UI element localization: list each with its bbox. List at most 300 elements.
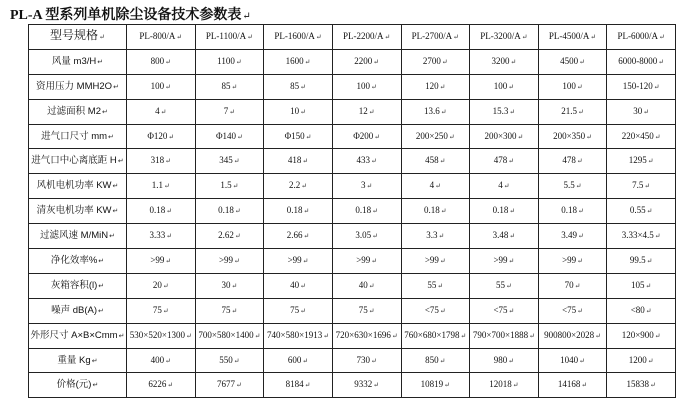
value-cell — [195, 298, 264, 323]
paragraph-mark: ↵ — [373, 381, 380, 390]
spec-table — [28, 24, 676, 398]
paragraph-mark: ↵ — [510, 57, 517, 66]
row-label: 资用压力 MMH2O — [36, 80, 113, 92]
paragraph-mark: ↵ — [575, 182, 582, 191]
paragraph-mark: ↵ — [368, 281, 375, 290]
row-label: 风量 m3/H — [51, 55, 97, 67]
cell-value: <75 — [424, 304, 439, 315]
cell-value: 550 — [219, 354, 233, 365]
title-text: PL-A 型系列单机除尘设备技术参数表 — [10, 8, 242, 23]
value-cell — [607, 149, 676, 174]
paragraph-mark: ↵ — [300, 281, 306, 290]
model-name: PL-1600/A — [274, 30, 315, 41]
paragraph-mark: ↵ — [576, 157, 583, 166]
paragraph-mark: ↵ — [315, 32, 322, 41]
paragraph-mark: ↵ — [372, 207, 378, 216]
cell-value: 220×450 — [621, 130, 654, 141]
cell-value: 100 — [356, 80, 370, 91]
row-label: 噪声 dB(A) — [51, 304, 98, 316]
value-cell — [538, 174, 607, 199]
value-cell — [195, 74, 264, 99]
paragraph-mark: ↵ — [503, 182, 510, 191]
paragraph-mark: ↵ — [118, 332, 125, 340]
value-cell — [401, 74, 470, 99]
paragraph-mark: ↵ — [162, 281, 169, 290]
value-cell — [401, 174, 470, 199]
paragraph-mark: ↵ — [578, 107, 584, 116]
paragraph-mark: ↵ — [166, 232, 173, 241]
cell-value: 200×250 — [415, 130, 448, 141]
paragraph-mark: ↵ — [581, 381, 588, 390]
cell-value: 0.18 — [218, 205, 234, 216]
cell-value: 30 — [633, 105, 643, 116]
paragraph-mark: ↵ — [579, 57, 585, 66]
value-cell — [127, 99, 196, 124]
cell-value: 3.48 — [492, 230, 509, 241]
value-cell — [195, 249, 264, 274]
cell-value: 105 — [631, 279, 645, 290]
cell-value: 21.5 — [561, 105, 577, 116]
cell-value: 433 — [356, 155, 370, 166]
row-label-cell — [29, 74, 127, 99]
paragraph-mark: ↵ — [529, 331, 535, 340]
cell-value: 1.5 — [220, 180, 232, 191]
value-cell — [401, 149, 470, 174]
cell-value: 720×630×1696 — [335, 329, 391, 340]
cell-value: 0.18 — [424, 205, 440, 216]
paragraph-mark: ↵ — [98, 307, 104, 315]
cell-value: >99 — [356, 254, 371, 265]
table-row — [29, 99, 676, 124]
value-cell — [607, 249, 676, 274]
value-cell — [538, 99, 607, 124]
model-name: PL-1100/A — [205, 30, 247, 41]
paragraph-mark: ↵ — [305, 132, 312, 141]
paragraph-mark: ↵ — [166, 207, 173, 216]
value-cell — [264, 149, 333, 174]
paragraph-mark: ↵ — [508, 306, 515, 315]
value-cell — [401, 273, 470, 298]
value-cell — [470, 99, 539, 124]
row-label-cell — [29, 99, 127, 124]
paragraph-mark: ↵ — [439, 356, 446, 365]
cell-value: 3.3 — [426, 230, 438, 241]
value-cell — [127, 149, 196, 174]
cell-value: 2700 — [422, 55, 441, 66]
cell-value: 55 — [496, 279, 505, 290]
row-label-cell — [29, 199, 127, 224]
paragraph-mark: ↵ — [366, 182, 373, 191]
cell-value: 3.33 — [149, 230, 166, 241]
cell-value: 730 — [356, 354, 370, 365]
cell-value: 478 — [493, 155, 508, 166]
cell-value: 4 — [498, 180, 503, 191]
row-label: 进气口中心离底距 H — [31, 155, 117, 167]
header-label-cell — [29, 25, 127, 50]
value-cell — [470, 124, 539, 149]
table-row — [29, 49, 676, 74]
cell-value: 99.5 — [629, 254, 646, 265]
cell-value: 85 — [221, 80, 231, 91]
value-cell — [538, 373, 607, 398]
cell-value: 980 — [493, 354, 508, 365]
value-cell — [332, 124, 401, 149]
cell-value: <75 — [562, 304, 577, 315]
value-cell — [264, 323, 333, 348]
cell-value: 30 — [221, 279, 231, 290]
paragraph-mark: ↵ — [254, 331, 261, 340]
paragraph-mark: ↵ — [233, 157, 240, 166]
value-cell — [538, 199, 607, 224]
cell-value: 4 — [429, 180, 435, 191]
value-cell — [264, 224, 333, 249]
cell-value: 12018 — [489, 379, 512, 390]
cell-value: 75 — [358, 304, 368, 315]
paragraph-mark: ↵ — [160, 107, 167, 116]
table-row — [29, 224, 676, 249]
row-label: 过滤风速 M/MiN — [40, 230, 109, 242]
table-row — [29, 298, 676, 323]
value-cell — [332, 74, 401, 99]
cell-value: 200×350 — [553, 130, 586, 141]
value-cell — [332, 273, 401, 298]
value-cell — [538, 124, 607, 149]
paragraph-mark: ↵ — [576, 82, 583, 91]
paragraph-mark: ↵ — [645, 306, 652, 315]
value-cell — [195, 199, 264, 224]
cell-value: 6226 — [148, 379, 167, 390]
paragraph-mark: ↵ — [162, 306, 169, 315]
cell-value: 75 — [221, 304, 231, 315]
value-cell — [332, 348, 401, 373]
paragraph-mark: ↵ — [371, 356, 377, 365]
cell-value: 760×680×1798 — [404, 329, 460, 340]
paragraph-mark: ↵ — [521, 32, 528, 41]
cell-value: 200×300 — [484, 130, 517, 141]
paragraph-mark: ↵ — [231, 281, 238, 290]
cell-value: 530×520×1300 — [129, 329, 185, 340]
table-header-row — [29, 25, 676, 50]
value-cell — [470, 149, 539, 174]
row-label-cell — [29, 273, 127, 298]
row-label: 净化效率% — [50, 254, 98, 266]
paragraph-mark: ↵ — [304, 57, 311, 66]
row-label: 外形尺寸 A×B×Cmm — [30, 329, 118, 341]
table-row — [29, 373, 676, 398]
paragraph-mark: ↵ — [300, 306, 306, 315]
paragraph-mark: ↵ — [439, 306, 446, 315]
paragraph-mark: ↵ — [164, 182, 170, 191]
paragraph-mark: ↵ — [112, 183, 119, 191]
cell-value: 75 — [152, 304, 162, 315]
cell-value: 0.18 — [149, 205, 166, 216]
paragraph-mark: ↵ — [176, 32, 183, 41]
paragraph-mark: ↵ — [117, 158, 124, 166]
cell-value: 478 — [562, 155, 576, 166]
cell-value: 15.3 — [492, 105, 509, 116]
value-cell — [538, 224, 607, 249]
paragraph-mark: ↵ — [647, 356, 654, 365]
paragraph-mark: ↵ — [374, 132, 381, 141]
cell-value: 0.55 — [629, 205, 646, 216]
value-cell — [607, 273, 676, 298]
cell-value: 75 — [290, 304, 300, 315]
cell-value: >99 — [287, 254, 302, 265]
paragraph-mark: ↵ — [643, 107, 650, 116]
value-cell — [127, 273, 196, 298]
paragraph-mark: ↵ — [578, 207, 584, 216]
value-cell — [401, 199, 470, 224]
row-label: 清灰电机功率 KW — [36, 205, 112, 217]
cell-value: 40 — [358, 279, 368, 290]
paragraph-mark: ↵ — [98, 257, 105, 265]
value-cell — [195, 124, 264, 149]
paragraph-mark: ↵ — [304, 381, 311, 390]
cell-value: 0.18 — [561, 205, 577, 216]
value-cell — [127, 298, 196, 323]
cell-value: <75 — [493, 304, 508, 315]
cell-value: 4500 — [560, 55, 579, 66]
paragraph-mark: ↵ — [440, 107, 447, 116]
value-cell — [264, 174, 333, 199]
value-cell — [470, 298, 539, 323]
paragraph-mark: ↵ — [371, 157, 377, 166]
value-cell — [127, 373, 196, 398]
paragraph-mark: ↵ — [302, 356, 309, 365]
cell-value: 3 — [361, 180, 366, 191]
row-label-cell — [29, 174, 127, 199]
cell-value: 600 — [287, 354, 302, 365]
paragraph-mark: ↵ — [101, 108, 108, 116]
row-label-cell — [29, 249, 127, 274]
value-cell — [195, 348, 264, 373]
row-label-cell — [29, 348, 127, 373]
document-title — [10, 4, 251, 24]
value-cell — [127, 224, 196, 249]
value-cell — [127, 348, 196, 373]
value-cell — [195, 49, 264, 74]
model-name: PL-2200/A — [343, 30, 384, 41]
cell-value: 100 — [150, 80, 165, 91]
value-cell — [127, 323, 196, 348]
cell-value: 1100 — [217, 55, 235, 66]
cell-value: >99 — [218, 254, 234, 265]
cell-value: 6000-8000 — [618, 55, 658, 66]
model-header — [401, 25, 470, 50]
model-header — [332, 25, 401, 50]
paragraph-mark: ↵ — [574, 281, 581, 290]
cell-value: 1040 — [560, 354, 579, 365]
cell-value: 0.18 — [286, 205, 303, 216]
value-cell — [538, 49, 607, 74]
value-cell — [264, 199, 333, 224]
cell-value: 20 — [152, 279, 162, 290]
model-header — [470, 25, 539, 50]
value-cell — [264, 348, 333, 373]
paragraph-mark: ↵ — [300, 82, 306, 91]
paragraph-mark: ↵ — [586, 132, 593, 141]
cell-value: 12 — [358, 105, 368, 116]
value-cell — [264, 373, 333, 398]
paragraph-mark: ↵ — [112, 208, 119, 216]
cell-value: 15838 — [626, 379, 649, 390]
cell-value: 458 — [425, 155, 439, 166]
value-cell — [127, 199, 196, 224]
cell-value: 400 — [150, 354, 165, 365]
value-cell — [195, 99, 264, 124]
paragraph-mark: ↵ — [165, 157, 171, 166]
paragraph-mark: ↵ — [92, 382, 99, 390]
value-cell — [470, 74, 539, 99]
value-cell — [195, 174, 264, 199]
cell-value: 1600 — [285, 55, 304, 66]
paragraph-mark: ↵ — [579, 356, 585, 365]
model-header — [195, 25, 264, 50]
value-cell — [195, 323, 264, 348]
paragraph-mark: ↵ — [578, 232, 584, 241]
paragraph-mark: ↵ — [444, 381, 450, 390]
cell-value: 5.5 — [563, 180, 575, 191]
row-label: 过滤面积 M2 — [47, 105, 101, 117]
paragraph-mark: ↵ — [647, 157, 654, 166]
value-cell — [401, 323, 470, 348]
paragraph-mark: ↵ — [646, 207, 653, 216]
cell-value: 150-120 — [622, 80, 653, 91]
paragraph-mark: ↵ — [373, 57, 380, 66]
value-cell — [332, 149, 401, 174]
paragraph-mark: ↵ — [654, 232, 661, 241]
value-cell — [538, 273, 607, 298]
paragraph-mark: ↵ — [231, 82, 238, 91]
cell-value: 700×580×1400 — [198, 329, 254, 340]
paragraph-mark: ↵ — [368, 107, 375, 116]
cell-value: 3200 — [491, 55, 510, 66]
paragraph-mark: ↵ — [165, 82, 171, 91]
value-cell — [332, 298, 401, 323]
paragraph-mark: ↵ — [439, 82, 446, 91]
row-label-cell — [29, 323, 127, 348]
value-cell — [607, 348, 676, 373]
value-cell — [401, 124, 470, 149]
cell-value: 100 — [493, 80, 508, 91]
paragraph-mark: ↵ — [391, 331, 398, 340]
cell-value: 55 — [427, 279, 437, 290]
row-label-cell — [29, 373, 127, 398]
value-cell — [607, 298, 676, 323]
paragraph-mark: ↵ — [506, 281, 512, 290]
model-header — [127, 25, 196, 50]
paragraph-mark: ↵ — [440, 207, 447, 216]
row-label-cell — [29, 149, 127, 174]
value-cell — [401, 373, 470, 398]
cell-value: 3.33×4.5 — [621, 230, 654, 241]
value-cell — [538, 323, 607, 348]
row-label-cell — [29, 49, 127, 74]
cell-value: 13.6 — [424, 105, 440, 116]
cell-value: 2.62 — [218, 230, 234, 241]
cell-value: 800 — [150, 55, 165, 66]
paragraph-mark: ↵ — [234, 256, 240, 265]
value-cell — [332, 49, 401, 74]
paragraph-mark: ↵ — [448, 132, 455, 141]
cell-value: 7.5 — [632, 180, 644, 191]
cell-value: 318 — [150, 155, 165, 166]
paragraph-mark: ↵ — [372, 232, 378, 241]
value-cell — [607, 74, 676, 99]
value-cell — [470, 373, 539, 398]
paragraph-mark: ↵ — [323, 331, 330, 340]
cell-value: 0.18 — [492, 205, 509, 216]
paragraph-mark: ↵ — [167, 381, 174, 390]
value-cell — [607, 224, 676, 249]
paragraph-mark: ↵ — [590, 32, 597, 41]
cell-value: 3.49 — [561, 230, 577, 241]
model-header — [607, 25, 676, 50]
cell-value: 10819 — [420, 379, 444, 390]
cell-value: Φ140 — [215, 130, 237, 141]
header-label: 型号规格 — [50, 28, 99, 43]
paragraph-mark: ↵ — [658, 57, 665, 66]
paragraph-mark: ↵ — [108, 133, 114, 141]
paragraph-mark: ↵ — [242, 11, 251, 22]
cell-value: >99 — [493, 254, 508, 265]
value-cell — [127, 74, 196, 99]
paragraph-mark: ↵ — [371, 256, 378, 265]
value-cell — [607, 99, 676, 124]
value-cell — [332, 224, 401, 249]
cell-value: 3.05 — [355, 230, 372, 241]
cell-value: 8184 — [285, 379, 304, 390]
paragraph-mark: ↵ — [439, 256, 446, 265]
value-cell — [195, 149, 264, 174]
paragraph-mark: ↵ — [231, 306, 238, 315]
cell-value: 345 — [219, 155, 233, 166]
value-cell — [538, 149, 607, 174]
table-row — [29, 323, 676, 348]
row-label: 风机电机功率 KW — [36, 180, 112, 192]
paragraph-mark: ↵ — [235, 57, 242, 66]
value-cell — [264, 273, 333, 298]
cell-value: >99 — [150, 254, 165, 265]
value-cell — [401, 298, 470, 323]
paragraph-mark: ↵ — [509, 107, 516, 116]
model-name: PL-6000/A — [617, 30, 658, 41]
paragraph-mark: ↵ — [165, 356, 171, 365]
paragraph-mark: ↵ — [509, 232, 516, 241]
cell-value: 120×900 — [621, 329, 654, 340]
value-cell — [607, 199, 676, 224]
cell-value: 4 — [155, 105, 160, 116]
paragraph-mark: ↵ — [237, 132, 243, 141]
spec-table-body — [29, 49, 676, 397]
cell-value: 40 — [290, 279, 300, 290]
value-cell — [470, 249, 539, 274]
table-row — [29, 74, 676, 99]
cell-value: 1295 — [628, 155, 647, 166]
cell-value: Φ200 — [353, 130, 374, 141]
table-row — [29, 273, 676, 298]
value-cell — [538, 348, 607, 373]
paragraph-mark: ↵ — [229, 107, 236, 116]
cell-value: 2200 — [354, 55, 373, 66]
value-cell — [401, 249, 470, 274]
paragraph-mark: ↵ — [302, 256, 309, 265]
cell-value: 790×700×1888 — [472, 329, 529, 340]
value-cell — [538, 298, 607, 323]
model-header — [264, 25, 333, 50]
paragraph-mark: ↵ — [509, 207, 516, 216]
model-name: PL-2700/A — [411, 30, 453, 41]
